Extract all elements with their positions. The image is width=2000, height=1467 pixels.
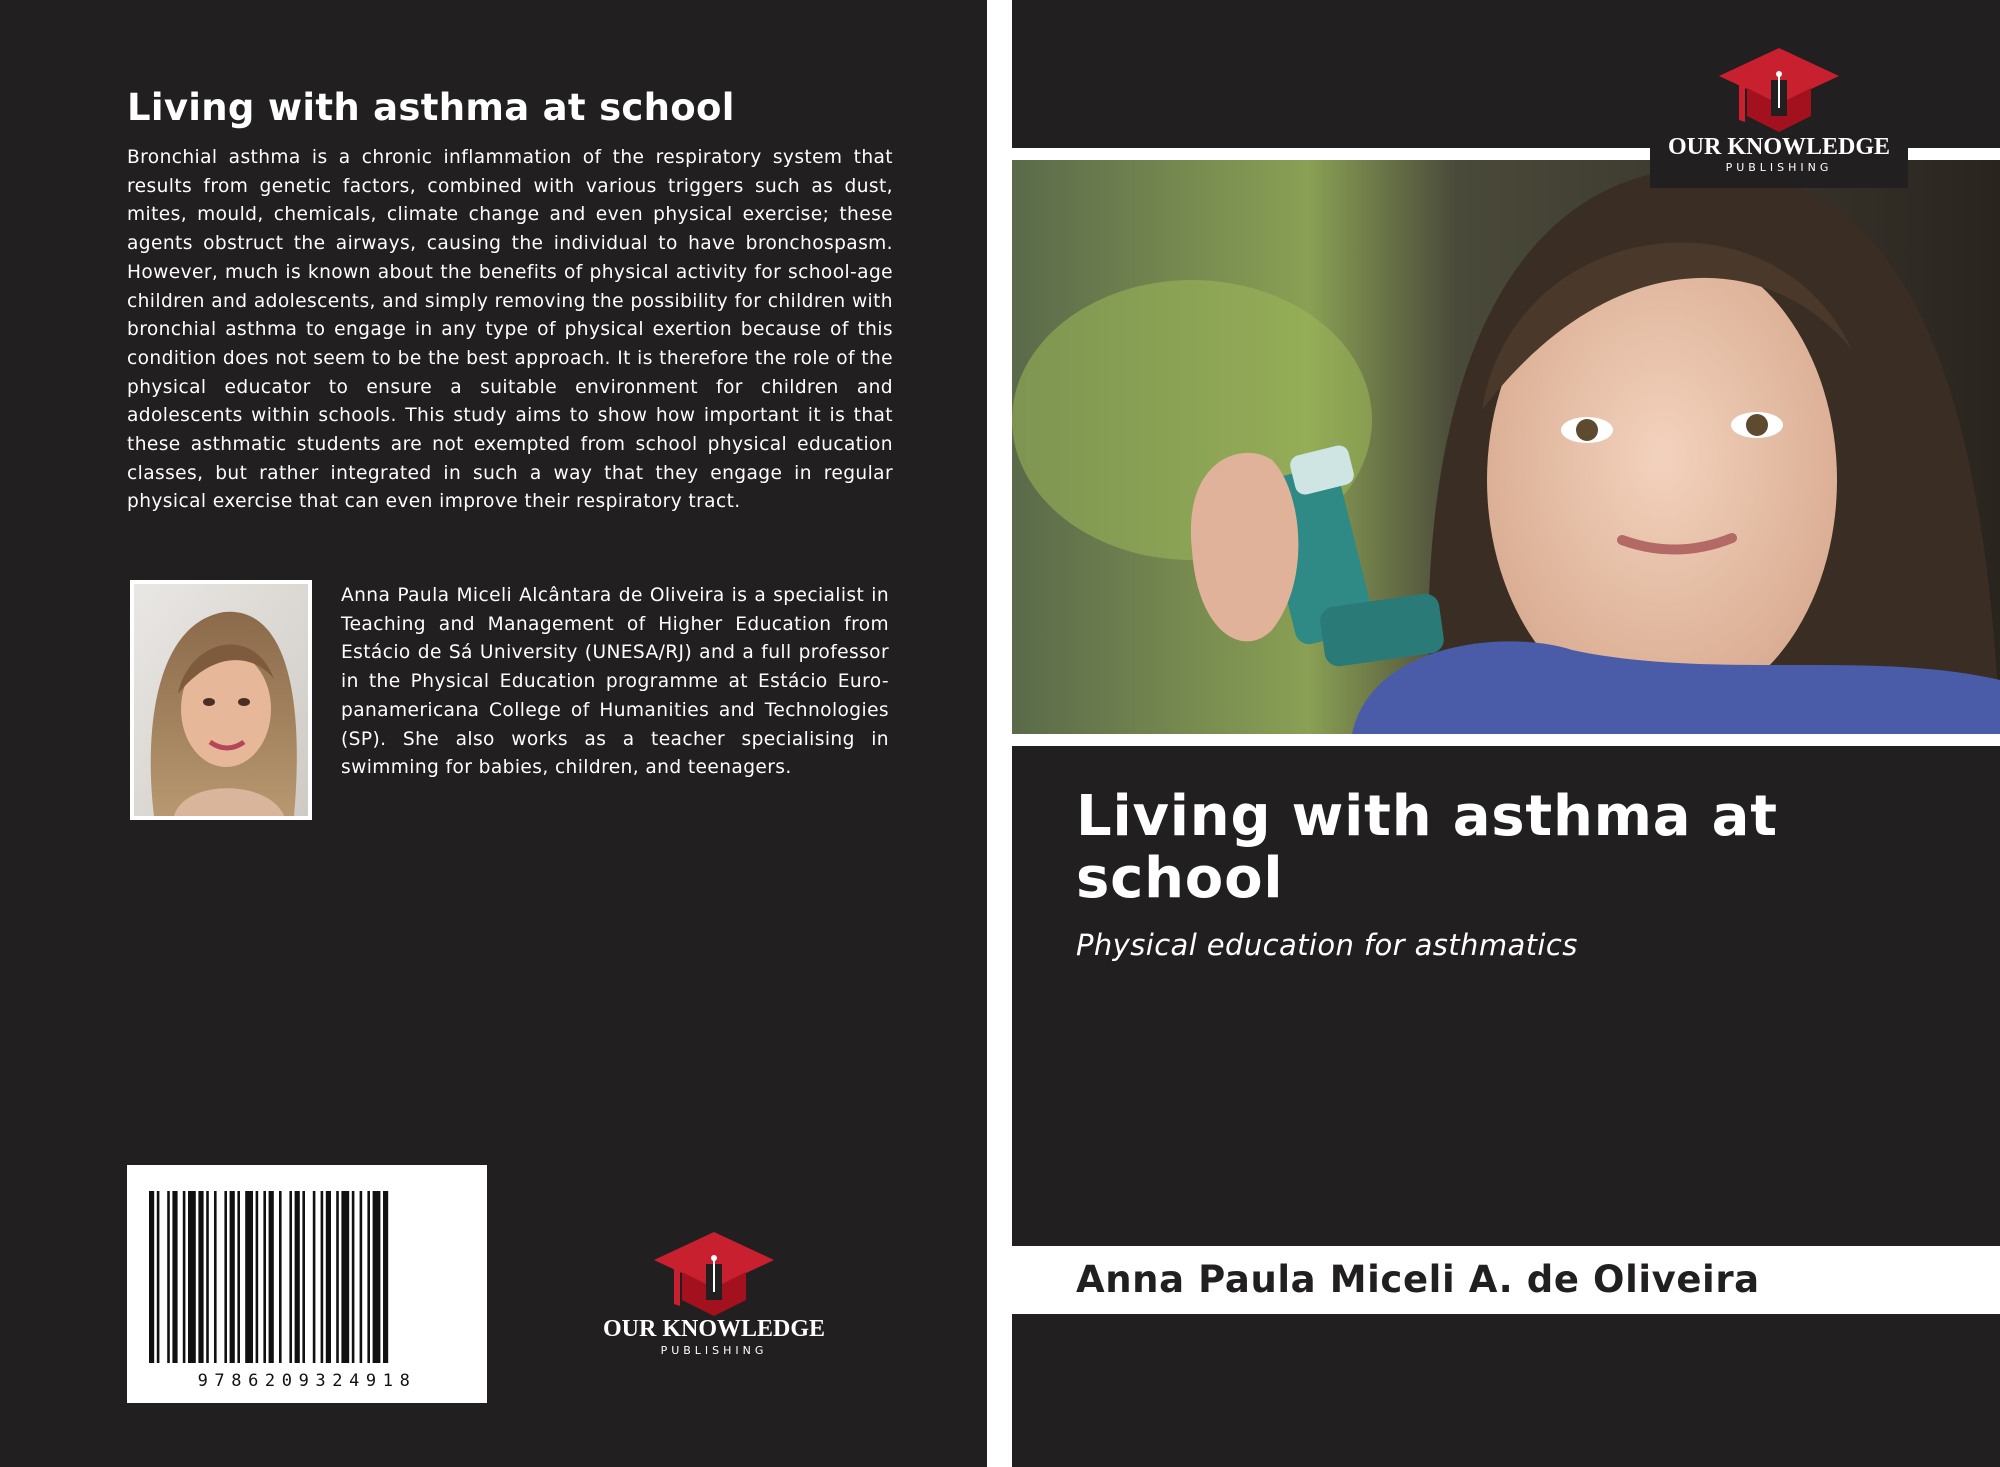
barcode-bar — [302, 1191, 305, 1363]
publisher-tagline: PUBLISHING — [660, 1344, 768, 1357]
barcode-bar — [183, 1191, 186, 1363]
barcode-bar — [341, 1191, 349, 1363]
front-cover — [1012, 0, 2000, 1467]
author-name: Anna Paula Miceli A. de Oliveira — [1076, 1258, 1760, 1301]
barcode-bar — [230, 1191, 235, 1363]
barcode-bar — [326, 1191, 331, 1363]
publisher-logo-front — [1650, 40, 1908, 188]
isbn-number: 9786209324918 — [197, 1371, 417, 1391]
back-cover-title: Living with asthma at school — [127, 86, 735, 129]
publisher-name: OUR KNOWLEDGE — [1667, 134, 1891, 160]
barcode-bar — [245, 1191, 253, 1363]
author-portrait — [130, 580, 312, 820]
barcode-bar — [367, 1191, 370, 1363]
barcode-bar — [263, 1191, 266, 1363]
spine — [987, 0, 1012, 1467]
barcode-bar — [224, 1191, 227, 1363]
front-subtitle: Physical education for asthmatics — [1076, 928, 1578, 962]
mortarboard-icon — [654, 1232, 774, 1316]
barcode-bar — [289, 1191, 292, 1363]
barcode-bar — [295, 1191, 300, 1363]
barcode-bar — [188, 1191, 196, 1363]
barcode-bar — [373, 1191, 381, 1363]
barcode-bar — [172, 1191, 177, 1363]
author-bio: Anna Paula Miceli Alcântara de Oliveira is a specialist in Teaching and Management of Higher Education from Estácio de Sá University (UNESA/RJ) and a full professor in the Physical Education programme at Estácio Euro-panamericana College of Humanities and Technologies (SP). She also works as a teacher specialising in swimming for babies, children, and teenagers. — [341, 585, 889, 779]
barcode-bar — [336, 1191, 339, 1363]
barcode-bar — [206, 1191, 209, 1363]
publisher-name: OUR KNOWLEDGE — [602, 1316, 826, 1342]
isbn-barcode — [127, 1165, 487, 1403]
barcode-bar — [279, 1191, 282, 1363]
mortarboard-icon — [1719, 48, 1839, 132]
barcode-bar — [269, 1191, 274, 1363]
barcode-bar — [214, 1191, 217, 1363]
barcode-bar — [198, 1191, 203, 1363]
barcode-bar — [237, 1191, 240, 1363]
barcode-bar — [149, 1191, 154, 1363]
barcode-bar — [256, 1191, 259, 1363]
barcode-bar — [167, 1191, 170, 1363]
barcode-bar — [157, 1191, 160, 1363]
barcode-bar — [313, 1191, 316, 1363]
front-title: Living with asthma at school — [1076, 784, 1778, 911]
back-cover — [0, 0, 987, 1467]
barcode-bar — [321, 1191, 324, 1363]
front-title-panel — [1012, 746, 2000, 1246]
publisher-logo-back — [596, 1230, 832, 1360]
barcode-bar — [383, 1191, 388, 1363]
cover-photo — [1012, 160, 2000, 734]
front-bottom-band — [1012, 1314, 2000, 1467]
barcode-bar — [360, 1191, 363, 1363]
book-blurb: Bronchial asthma is a chronic inflammation of the respiratory system that results from genetic factors, combined with various triggers such as dust, mites, mould, chemicals, climate change and even physical exercise; these agents obstruct the airways, causing the individual to have bronchospasm. However, much is known about the benefits of physical activity for school-age children and adolescents, and simply removing the possibility for children with bronchial asthma to engage in any type of physical exertion because of this condition does not seem to be the best approach. It is therefore the role of the physical educator to ensure a suitable environment for children and adolescents within schools. This study aims to show how important it is that these asthmatic students are not exempted from school physical education classes, but rather integrated in such a way that they engage in regular physical exercise that can even improve their respiratory tract. — [127, 147, 893, 513]
publisher-tagline: PUBLISHING — [1725, 161, 1833, 174]
barcode-bar — [352, 1191, 355, 1363]
author-band — [1012, 1246, 2000, 1314]
